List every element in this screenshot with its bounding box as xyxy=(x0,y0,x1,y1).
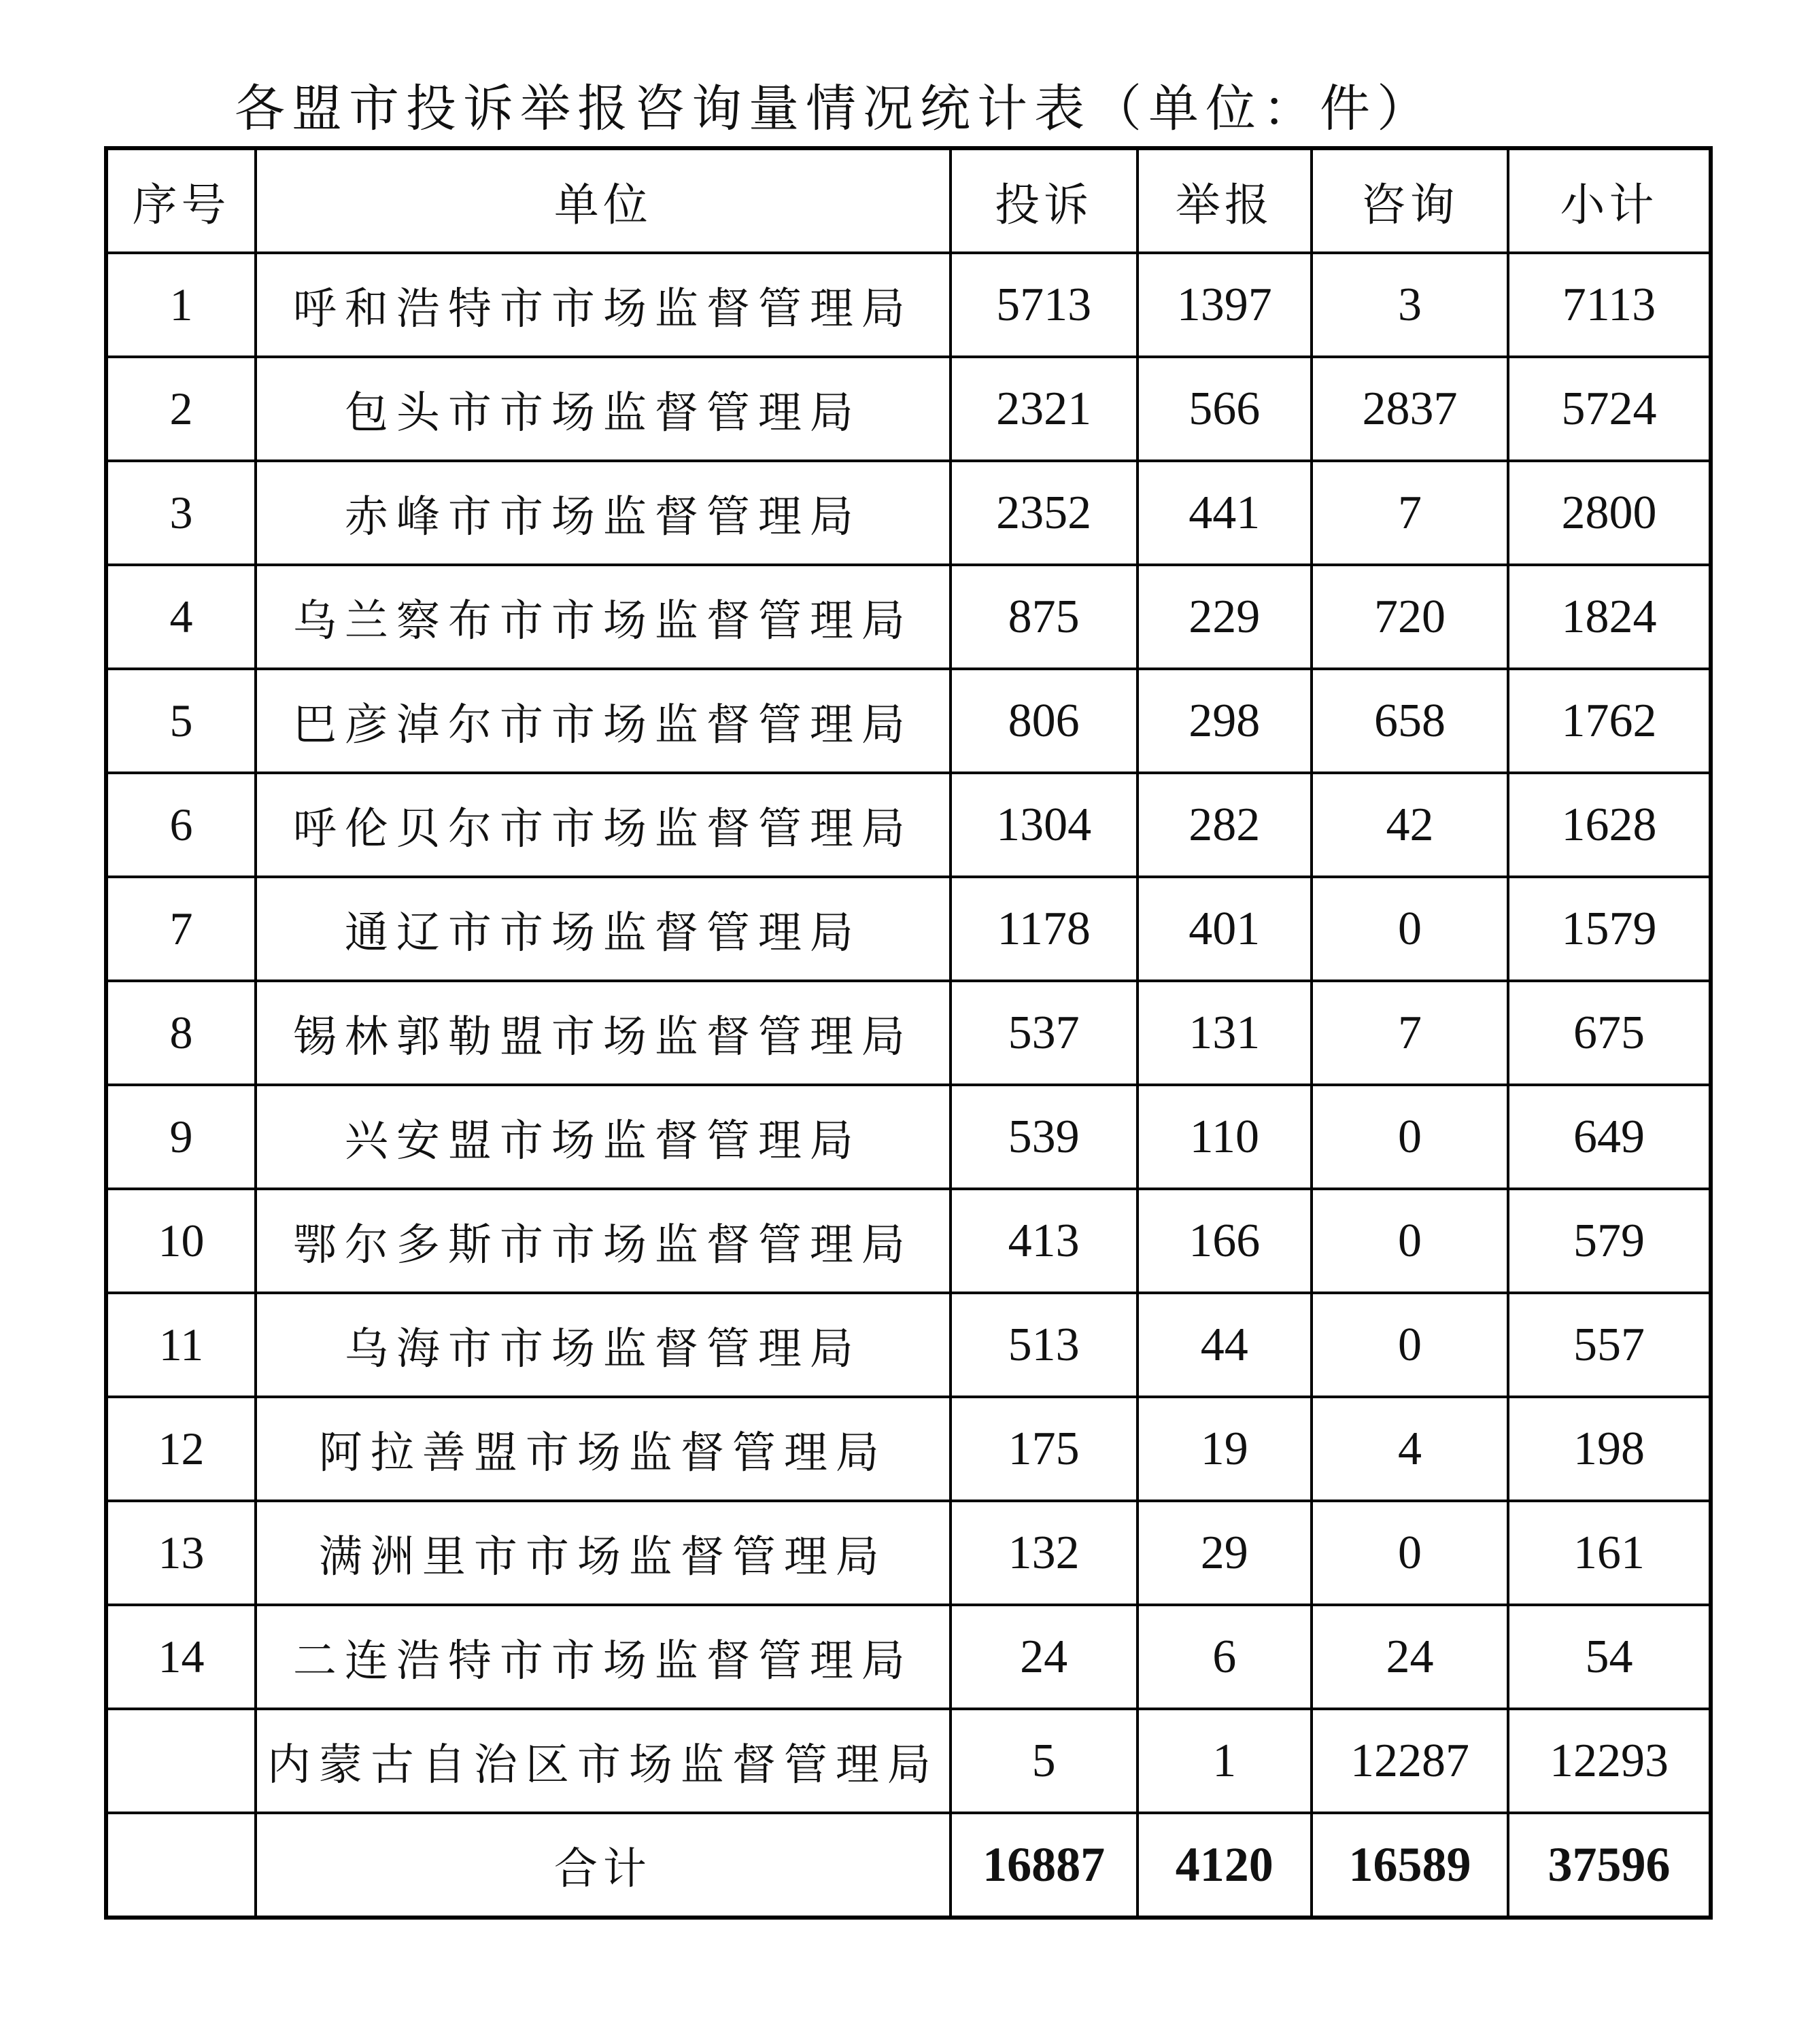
cell-report: 110 xyxy=(1138,1085,1312,1189)
cell-unit: 锡林郭勒盟市场监督管理局 xyxy=(256,981,951,1085)
table-row xyxy=(106,461,1711,565)
cell-seq xyxy=(106,1709,256,1813)
cell-complaint: 5 xyxy=(951,1709,1138,1813)
cell-consult: 3 xyxy=(1312,253,1508,357)
cell-subtotal: 7113 xyxy=(1508,253,1711,357)
cell-consult: 0 xyxy=(1312,1085,1508,1189)
table-row xyxy=(106,253,1711,357)
total-label: 合计 xyxy=(256,1813,951,1918)
cell-report: 29 xyxy=(1138,1501,1312,1605)
cell-report: 1397 xyxy=(1138,253,1312,357)
header-seq: 序号 xyxy=(106,148,256,253)
cell-consult: 0 xyxy=(1312,1189,1508,1293)
cell-report: 44 xyxy=(1138,1293,1312,1397)
cell-unit: 乌兰察布市市场监督管理局 xyxy=(256,565,951,669)
total-row xyxy=(106,1813,1711,1918)
cell-report: 298 xyxy=(1138,669,1312,773)
header-complaint: 投诉 xyxy=(951,148,1138,253)
cell-complaint: 806 xyxy=(951,669,1138,773)
cell-subtotal: 5724 xyxy=(1508,357,1711,461)
cell-report: 6 xyxy=(1138,1605,1312,1709)
cell-seq: 4 xyxy=(106,565,256,669)
cell-seq: 8 xyxy=(106,981,256,1085)
cell-consult: 658 xyxy=(1312,669,1508,773)
cell-complaint: 5713 xyxy=(951,253,1138,357)
cell-consult: 12287 xyxy=(1312,1709,1508,1813)
table-row xyxy=(106,981,1711,1085)
cell-subtotal: 1628 xyxy=(1508,773,1711,877)
cell-seq: 9 xyxy=(106,1085,256,1189)
cell-unit: 巴彦淖尔市市场监督管理局 xyxy=(256,669,951,773)
cell-unit: 乌海市市场监督管理局 xyxy=(256,1293,951,1397)
cell-report: 441 xyxy=(1138,461,1312,565)
cell-unit: 兴安盟市场监督管理局 xyxy=(256,1085,951,1189)
cell-unit: 内蒙古自治区市场监督管理局 xyxy=(256,1709,951,1813)
cell-report: 131 xyxy=(1138,981,1312,1085)
cell-subtotal: 1579 xyxy=(1508,877,1711,981)
cell-seq: 12 xyxy=(106,1397,256,1501)
cell-consult: 720 xyxy=(1312,565,1508,669)
cell-report: 401 xyxy=(1138,877,1312,981)
cell-complaint: 2321 xyxy=(951,357,1138,461)
cell-subtotal: 579 xyxy=(1508,1189,1711,1293)
cell-seq: 10 xyxy=(106,1189,256,1293)
cell-complaint: 24 xyxy=(951,1605,1138,1709)
header-unit: 单位 xyxy=(256,148,951,253)
table-row xyxy=(106,1293,1711,1397)
cell-report: 282 xyxy=(1138,773,1312,877)
cell-seq: 3 xyxy=(106,461,256,565)
total-consult: 16589 xyxy=(1312,1813,1508,1918)
cell-consult: 24 xyxy=(1312,1605,1508,1709)
table-row xyxy=(106,565,1711,669)
cell-consult: 7 xyxy=(1312,981,1508,1085)
table-row xyxy=(106,1605,1711,1709)
cell-report: 566 xyxy=(1138,357,1312,461)
cell-seq: 2 xyxy=(106,357,256,461)
cell-consult: 4 xyxy=(1312,1397,1508,1501)
table-row xyxy=(106,1085,1711,1189)
cell-subtotal: 1824 xyxy=(1508,565,1711,669)
cell-unit: 呼伦贝尔市市场监督管理局 xyxy=(256,773,951,877)
cell-complaint: 513 xyxy=(951,1293,1138,1397)
cell-consult: 0 xyxy=(1312,1293,1508,1397)
cell-seq: 11 xyxy=(106,1293,256,1397)
table-row xyxy=(106,1189,1711,1293)
cell-consult: 7 xyxy=(1312,461,1508,565)
cell-unit: 呼和浩特市市场监督管理局 xyxy=(256,253,951,357)
cell-seq: 5 xyxy=(106,669,256,773)
cell-seq: 6 xyxy=(106,773,256,877)
cell-complaint: 413 xyxy=(951,1189,1138,1293)
cell-seq: 14 xyxy=(106,1605,256,1709)
total-report: 4120 xyxy=(1138,1813,1312,1918)
cell-subtotal: 198 xyxy=(1508,1397,1711,1501)
cell-unit: 鄂尔多斯市市场监督管理局 xyxy=(256,1189,951,1293)
cell-complaint: 539 xyxy=(951,1085,1138,1189)
cell-unit: 阿拉善盟市场监督管理局 xyxy=(256,1397,951,1501)
header-report: 举报 xyxy=(1138,148,1312,253)
page-title: 各盟市投诉举报咨询量情况统计表（单位：件） xyxy=(235,80,1434,138)
cell-subtotal: 12293 xyxy=(1508,1709,1711,1813)
total-seq xyxy=(106,1813,256,1918)
cell-complaint: 537 xyxy=(951,981,1138,1085)
cell-subtotal: 161 xyxy=(1508,1501,1711,1605)
cell-subtotal: 2800 xyxy=(1508,461,1711,565)
header-consult: 咨询 xyxy=(1312,148,1508,253)
cell-unit: 二连浩特市市场监督管理局 xyxy=(256,1605,951,1709)
cell-subtotal: 1762 xyxy=(1508,669,1711,773)
cell-consult: 0 xyxy=(1312,877,1508,981)
cell-report: 166 xyxy=(1138,1189,1312,1293)
cell-unit: 包头市市场监督管理局 xyxy=(256,357,951,461)
cell-consult: 42 xyxy=(1312,773,1508,877)
table-row xyxy=(106,1397,1711,1501)
cell-complaint: 175 xyxy=(951,1397,1138,1501)
cell-seq: 7 xyxy=(106,877,256,981)
cell-unit: 通辽市市场监督管理局 xyxy=(256,877,951,981)
cell-subtotal: 54 xyxy=(1508,1605,1711,1709)
cell-unit: 满洲里市市场监督管理局 xyxy=(256,1501,951,1605)
total-complaint: 16887 xyxy=(951,1813,1138,1918)
table-row xyxy=(106,1709,1711,1813)
cell-complaint: 132 xyxy=(951,1501,1138,1605)
table-row xyxy=(106,877,1711,981)
cell-seq: 13 xyxy=(106,1501,256,1605)
cell-subtotal: 649 xyxy=(1508,1085,1711,1189)
cell-subtotal: 557 xyxy=(1508,1293,1711,1397)
cell-complaint: 1304 xyxy=(951,773,1138,877)
cell-seq: 1 xyxy=(106,253,256,357)
cell-subtotal: 675 xyxy=(1508,981,1711,1085)
cell-unit: 赤峰市市场监督管理局 xyxy=(256,461,951,565)
header-subtotal: 小计 xyxy=(1508,148,1711,253)
table-row xyxy=(106,773,1711,877)
cell-complaint: 875 xyxy=(951,565,1138,669)
table-row xyxy=(106,357,1711,461)
cell-complaint: 1178 xyxy=(951,877,1138,981)
statistics-table xyxy=(104,146,1713,1920)
cell-consult: 0 xyxy=(1312,1501,1508,1605)
header-row xyxy=(106,148,1711,253)
table-row xyxy=(106,669,1711,773)
total-subtotal: 37596 xyxy=(1508,1813,1711,1918)
cell-report: 229 xyxy=(1138,565,1312,669)
table-row xyxy=(106,1501,1711,1605)
cell-report: 1 xyxy=(1138,1709,1312,1813)
cell-report: 19 xyxy=(1138,1397,1312,1501)
cell-consult: 2837 xyxy=(1312,357,1508,461)
cell-complaint: 2352 xyxy=(951,461,1138,565)
